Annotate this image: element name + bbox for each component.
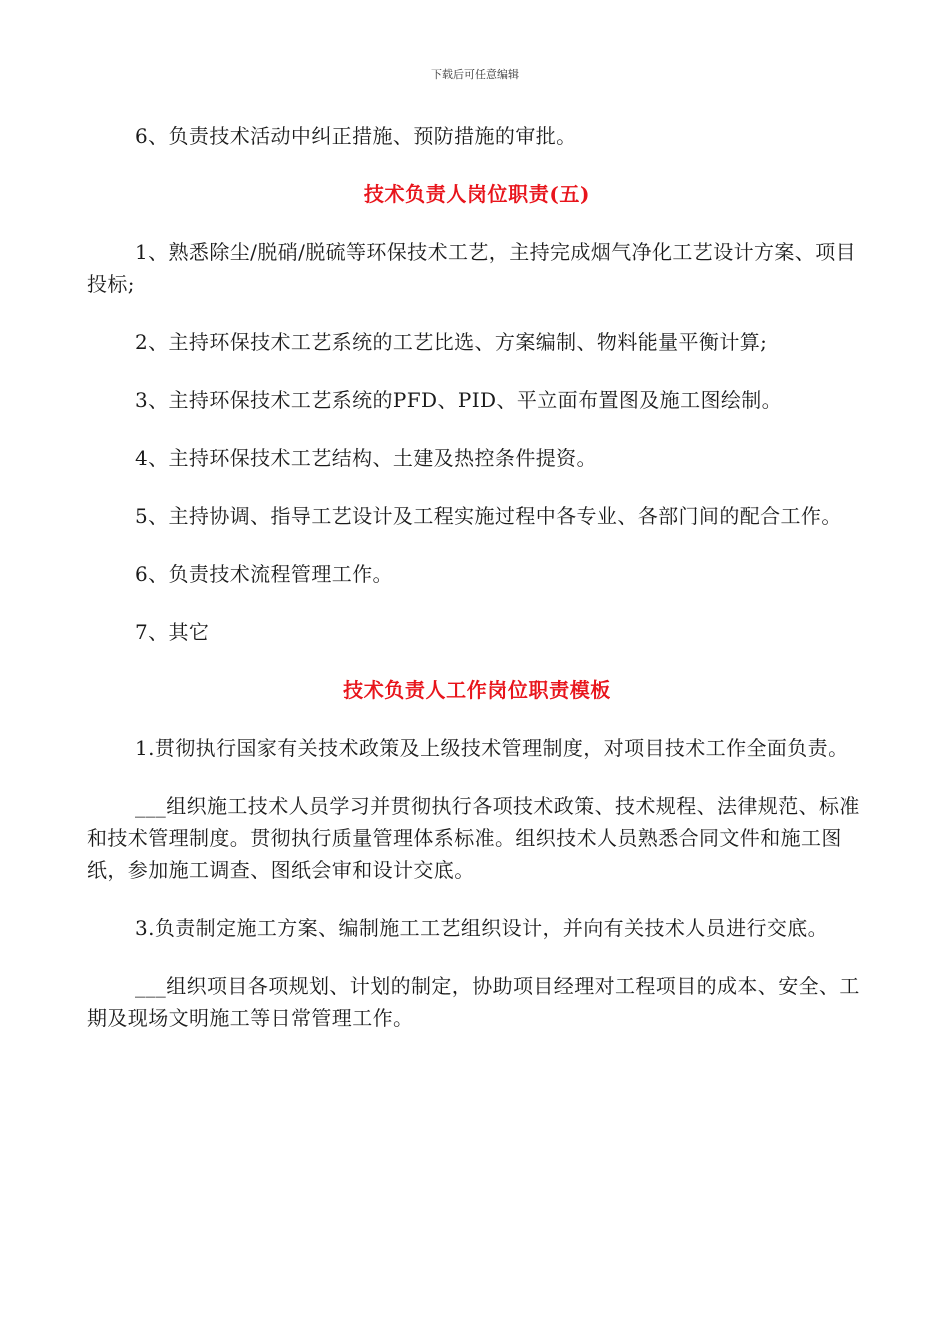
document-body [87,120,867,1060]
section-heading: 技术负责人工作岗位职责模板 [343,678,611,702]
header-note: 下载后可任意编辑 [431,68,519,81]
paragraph: 4、主持环保技术工艺结构、土建及热控条件提资。 [135,446,597,470]
paragraph: 1、熟悉除尘/脱硝/脱硫等环保技术工艺，主持完成烟气净化工艺设计方案、项目投标; [87,240,857,296]
paragraph: 7、其它 [135,620,210,644]
paragraph: 6、负责技术活动中纠正措施、预防措施的审批。 [135,124,577,148]
section-heading: 技术负责人岗位职责(五) [363,182,591,206]
paragraph: 1.贯彻执行国家有关技术政策及上级技术管理制度，对项目技术工作全面负责。 [135,736,849,760]
paragraph: ___组织施工技术人员学习并贯彻执行各项技术政策、技术规程、法律规范、标准和技术管理制度。贯彻执行质量管理体系标准。组织技术人员熟悉合同文件和施工图纸，参加施工调查、图纸会审和设计交底。 [87,794,860,882]
paragraph: 6、负责技术流程管理工作。 [135,562,393,586]
paragraph: 5、主持协调、指导工艺设计及工程实施过程中各专业、各部门间的配合工作。 [135,504,842,528]
paragraph: ___组织项目各项规划、计划的制定，协助项目经理对工程项目的成本、安全、工期及现场文明施工等日常管理工作。 [87,974,860,1030]
paragraph: 2、主持环保技术工艺系统的工艺比选、方案编制、物料能量平衡计算; [135,330,768,354]
paragraph: 3、主持环保技术工艺系统的PFD、PID、平立面布置图及施工图绘制。 [135,388,783,412]
paragraph: 3.负责制定施工方案、编制施工工艺组织设计，并向有关技术人员进行交底。 [135,916,829,940]
